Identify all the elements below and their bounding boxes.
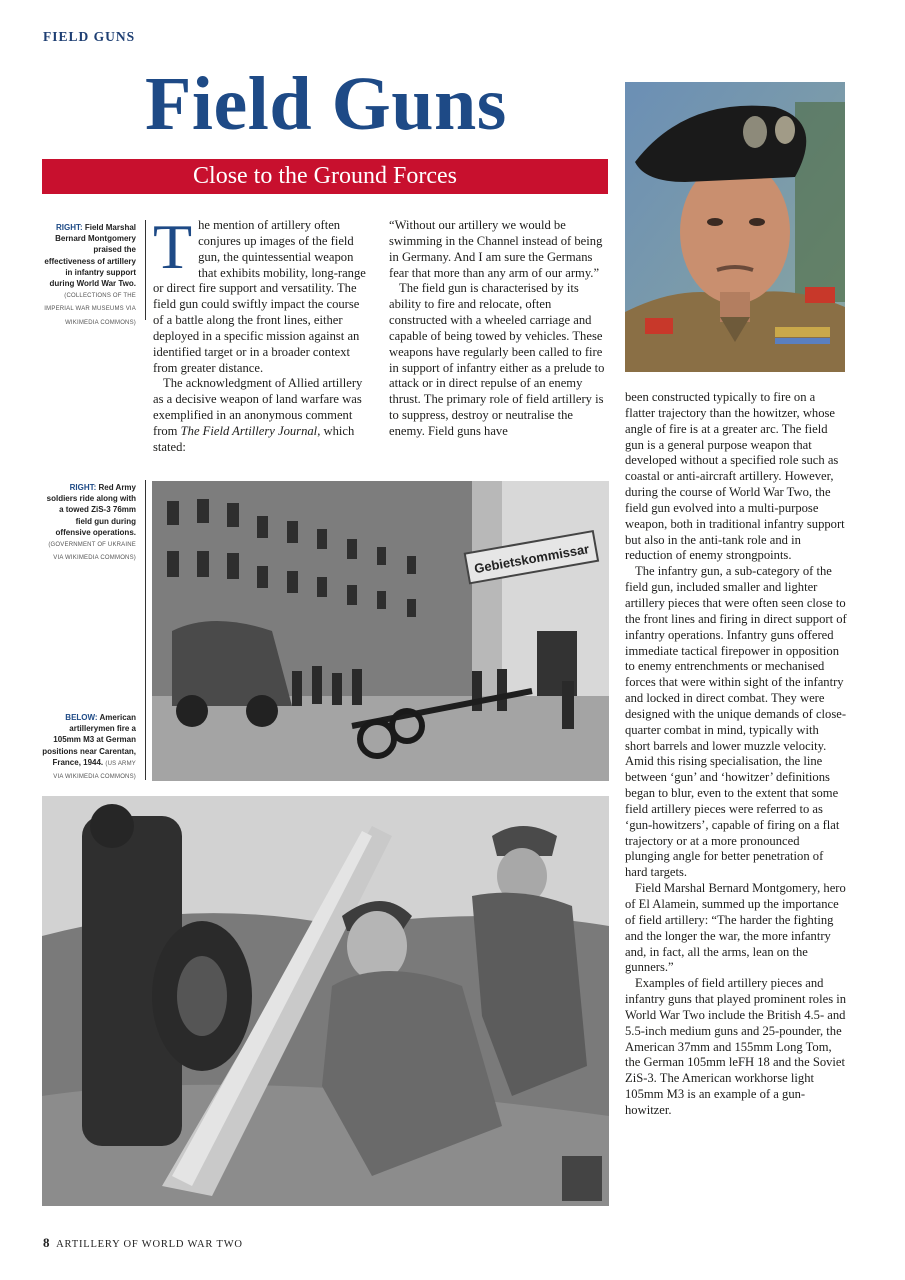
page-number: 8 bbox=[43, 1235, 51, 1250]
page-title: Field Guns bbox=[145, 62, 507, 146]
section-label: FIELD GUNS bbox=[43, 29, 136, 44]
paragraph: The field gun is characterised by its ability to fire and relocate, often constructed with a wheeled carriage and capable of being towed by vehicles. These weapons have regularly been called to fire in support of infantry either as a prelude to attack or in direct repulse of an enemy thrust. The primary role of field artillery is to suppress, destroy or neutralise the enemy. Field guns have bbox=[389, 281, 605, 438]
paragraph: Field Marshal Bernard Montgomery, hero of El Alamein, summed up the importance of field artillery: “The harder the fighting and the longer the war, the more infantry and, in fact, all the arms, lean on the gunners.” bbox=[625, 881, 846, 975]
drop-cap: T bbox=[153, 211, 193, 282]
paragraph: he mention of artillery often conjures up images of the field gun, the quintessential weapon that exhibits mobility, long-range or direct fire support and versatility. The field gun could swiftly impact the course of a battle along the front lines, either deployed in a specific mission against an identified target or in a broader context from greater distance. bbox=[153, 218, 366, 375]
caption-credit: (COLLECTIONS OF THE IMPERIAL WAR MUSEUMS VIA WIKIMEDIA COMMONS) bbox=[44, 293, 136, 326]
caption-tag: RIGHT: bbox=[69, 483, 97, 492]
caption-text: Red Army soldiers ride along with a towed ZiS-3 76mm field gun during offensive operations. bbox=[46, 483, 136, 537]
body-column-2 bbox=[389, 218, 609, 440]
caption-red-army bbox=[42, 482, 136, 564]
caption-tag: BELOW: bbox=[65, 713, 98, 722]
caption-american bbox=[42, 712, 136, 783]
paragraph: The infantry gun, a sub-category of the field gun, included smaller and lighter artillery pieces that were often seen close to the front lines and firing in direct support of infantry operations. Infantry guns offered immediate tactical firepower in opposition to enemy entrenchments or mechanised forces that were within sight of the infantry and locked in direct combat. They were designed with the unique demands of close-quarter combat in mind, typically with short barrels and lower muzzle velocity. Amid this rising specialisation, the line between ‘gun’ and ‘howitzer’ definitions began to blur, even to the extent that some field artillery pieces were referred to as ‘gun-howitzers’, capable of firing on a flat trajectory or at a more pronounced plunging angle for better penetration of hard targets. bbox=[625, 564, 847, 880]
red-army-photo bbox=[152, 481, 609, 781]
caption-tag: RIGHT: bbox=[55, 223, 83, 232]
paragraph: Examples of field artillery pieces and infantry guns that played prominent roles in World War Two include the British 4.5- and 5.5-inch medium guns and 25-pounder, the American 37mm and 155mm Long Tom, the German 105mm leFH 18 and the Soviet ZiS-3. The American workhorse light 105mm M3 is an example of a gun-howitzer. bbox=[625, 976, 847, 1117]
street-scene-illustration bbox=[152, 481, 609, 781]
journal-title: The Field Artillery Journal bbox=[180, 423, 318, 438]
gun-crew-illustration bbox=[42, 796, 609, 1206]
publication-name: ARTILLERY OF WORLD WAR TWO bbox=[56, 1239, 243, 1250]
paragraph: The acknowledgment of Allied artillery as a decisive weapon of land warfare was exemplified in an anonymous comment from bbox=[153, 376, 363, 438]
caption-credit: (GOVERNMENT OF UKRAINE VIA WIKIMEDIA COMMONS) bbox=[48, 542, 136, 562]
subtitle-banner: Close to the Ground Forces bbox=[42, 159, 608, 194]
montgomery-portrait bbox=[625, 82, 845, 372]
american-gun-crew-photo bbox=[42, 796, 609, 1206]
body-column-1 bbox=[153, 211, 369, 456]
caption-montgomery bbox=[42, 222, 136, 329]
caption-credit: (US ARMY VIA WIKIMEDIA COMMONS) bbox=[53, 760, 136, 781]
paragraph: been constructed typically to fire on a flatter trajectory than the howitzer, whose angle of fire is at a greater arc. The field gun is a general purpose weapon that developed without a specified role such as coastal or anti-aircraft artillery. However, during the course of World War Two, the field gun evolved into a multi-purpose weapon, both in traditional infantry support but also in the anti-tank role and in reduction of enemy strongpoints. bbox=[625, 390, 845, 563]
caption-rule bbox=[145, 220, 146, 320]
caption-rule bbox=[145, 480, 146, 780]
portrait-illustration bbox=[625, 82, 845, 372]
quote-paragraph: “Without our artillery we would be swimming in the Channel instead of being in Germany. And I am sure the Germans fear that more than any arm of our army.” bbox=[389, 218, 603, 280]
paragraph-end: , which stated: bbox=[153, 423, 355, 454]
caption-text: American artillerymen fire a 105mm M3 at German positions near Carentan, France, 1944. bbox=[42, 713, 136, 767]
building-sign: Gebietskommissar bbox=[473, 541, 591, 577]
body-column-3 bbox=[625, 390, 847, 1119]
caption-text: Field Marshal Bernard Montgomery praised the effectiveness of artillery in infantry support during World War Two. bbox=[44, 223, 136, 289]
page-footer bbox=[43, 1235, 243, 1251]
